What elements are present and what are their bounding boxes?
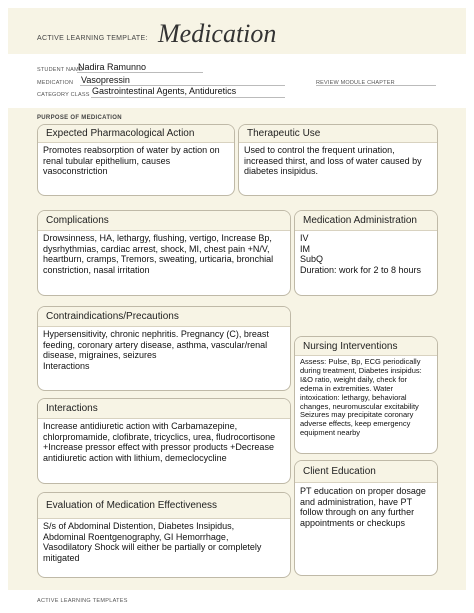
text-line: Interactions: [43, 360, 90, 371]
text-line: changes, neuromuscular excitability: [300, 401, 419, 411]
text-line: Promotes reabsorption of water by action on: [43, 145, 220, 155]
client-education-title: Client Education: [295, 461, 437, 483]
text-line: Used to control the frequent urination,: [244, 145, 395, 155]
interactions-card: [37, 398, 291, 484]
review-module-underline: [316, 85, 436, 86]
expected-action-body[interactable]: [43, 145, 229, 177]
text-line: Seizures may precipitate coronary: [300, 410, 414, 420]
evaluation-title: Evaluation of Medication Effectiveness: [38, 493, 290, 519]
text-line: appointments or checkups: [300, 517, 406, 528]
complications-body[interactable]: [43, 233, 285, 275]
text-line: Increase antidiuretic action with Carbamazepine,: [43, 421, 238, 431]
footer-label: ACTIVE LEARNING TEMPLATES: [37, 598, 128, 604]
text-line: IV: [300, 233, 309, 243]
evaluation-card: [37, 492, 291, 578]
text-line: disease, migraines, seizures: [43, 350, 157, 361]
nursing-interventions-body[interactable]: [300, 358, 432, 438]
medication-value[interactable]: Vasopressin: [81, 75, 130, 85]
nursing-interventions-card: [294, 336, 438, 454]
medication-administration-body[interactable]: [300, 233, 432, 275]
text-line: Vasodilatory Shock will either be partially or completely: [43, 542, 262, 553]
text-line: during treatment, Diabetes insipidus:: [300, 365, 422, 375]
text-line: edema in extremities. Water: [300, 383, 394, 393]
text-line: chlorpromamide, clofibrate, tricyclics, urea, fludrocortisone: [43, 431, 276, 442]
contraindications-title: Contraindications/Precautions: [38, 307, 290, 327]
therapeutic-use-title: Therapeutic Use: [239, 125, 437, 143]
text-line: mitigated: [43, 552, 80, 563]
text-line: vasoconstriction: [43, 166, 108, 177]
text-line: Duration: work for 2 to 8 hours: [300, 264, 422, 275]
complications-card: [37, 210, 291, 296]
text-line: IM: [300, 243, 310, 254]
interactions-body[interactable]: [43, 421, 285, 463]
text-line: Hypersensitivity, chronic nephritis. Pregnancy (C), breast: [43, 329, 269, 339]
contraindications-body[interactable]: [43, 329, 285, 371]
category-class-label: CATEGORY CLASS: [37, 92, 90, 98]
nursing-interventions-title: Nursing Interventions: [295, 337, 437, 356]
evaluation-body[interactable]: [43, 521, 285, 563]
text-line: dysrhythmias, cardiac arrest, shock, MI, chest pain +N/V,: [43, 243, 270, 254]
interactions-title: Interactions: [38, 399, 290, 419]
purpose-label: PURPOSE OF MEDICATION: [37, 115, 122, 121]
medication-administration-card: [294, 210, 438, 296]
text-line: constriction, nasal irritation: [43, 264, 150, 275]
page-title: Medication: [158, 19, 277, 48]
text-line: antidiuretic action with lithium, demeclocycline: [43, 452, 227, 463]
review-module-label: REVIEW MODULE CHAPTER: [316, 80, 395, 86]
client-education-card: [294, 460, 438, 576]
medication-administration-title: Medication Administration: [295, 211, 437, 231]
category-class-value[interactable]: Gastrointestinal Agents, Antiduretics: [92, 86, 237, 96]
student-name-label: STUDENT NAME: [37, 67, 83, 73]
contraindications-card: [37, 306, 291, 391]
template-label: ACTIVE LEARNING TEMPLATE:: [37, 35, 148, 42]
text-line: equipment nearby: [300, 428, 361, 438]
text-line: and administration, have PT: [300, 496, 413, 507]
text-line: S/s of Abdominal Distention, Diabetes Insipidus,: [43, 521, 235, 531]
text-line: follow through on any further: [300, 507, 415, 518]
student-name-value[interactable]: Nadira Ramunno: [78, 62, 147, 72]
medication-label: MEDICATION: [37, 80, 74, 86]
text-line: feeding, coronary artery disease, asthma, vascular/renal: [43, 339, 268, 350]
category-class-underline: [91, 97, 285, 98]
text-line: renal tubular epithelium, causes: [43, 155, 171, 166]
expected-action-title: Expected Pharmacological Action: [38, 125, 234, 143]
text-line: I&O ratio, weight daily, check for: [300, 374, 407, 384]
text-line: increased thirst, and loss of water caused by: [244, 155, 422, 166]
text-line: Drowsinness, HA, lethargy, flushing, vertigo, Increase Bp,: [43, 233, 272, 243]
text-line: diabetes insipidus.: [244, 166, 319, 177]
text-line: SubQ: [300, 254, 324, 265]
complications-title: Complications: [38, 211, 290, 231]
student-name-underline: [77, 72, 203, 73]
text-line: heartburn, cramps, Tremors, sweating, urticaria, bronchial: [43, 254, 274, 265]
therapeutic-use-body[interactable]: [244, 145, 432, 177]
text-line: +Increase pressor effect with pressor products +Decrease: [43, 442, 274, 453]
text-line: intoxication: lethargy, behavioral: [300, 392, 407, 402]
expected-action-card: [37, 124, 235, 196]
text-line: adverse effects, keep emergency: [300, 419, 411, 429]
text-line: PT education on proper dosage: [300, 486, 426, 496]
therapeutic-use-card: [238, 124, 438, 196]
client-education-body[interactable]: [300, 486, 432, 528]
text-line: Assess: Pulse, Bp, ECG periodically: [300, 357, 421, 366]
text-line: Abdominal Roentgenography, GI Hemorrhage,: [43, 531, 229, 542]
